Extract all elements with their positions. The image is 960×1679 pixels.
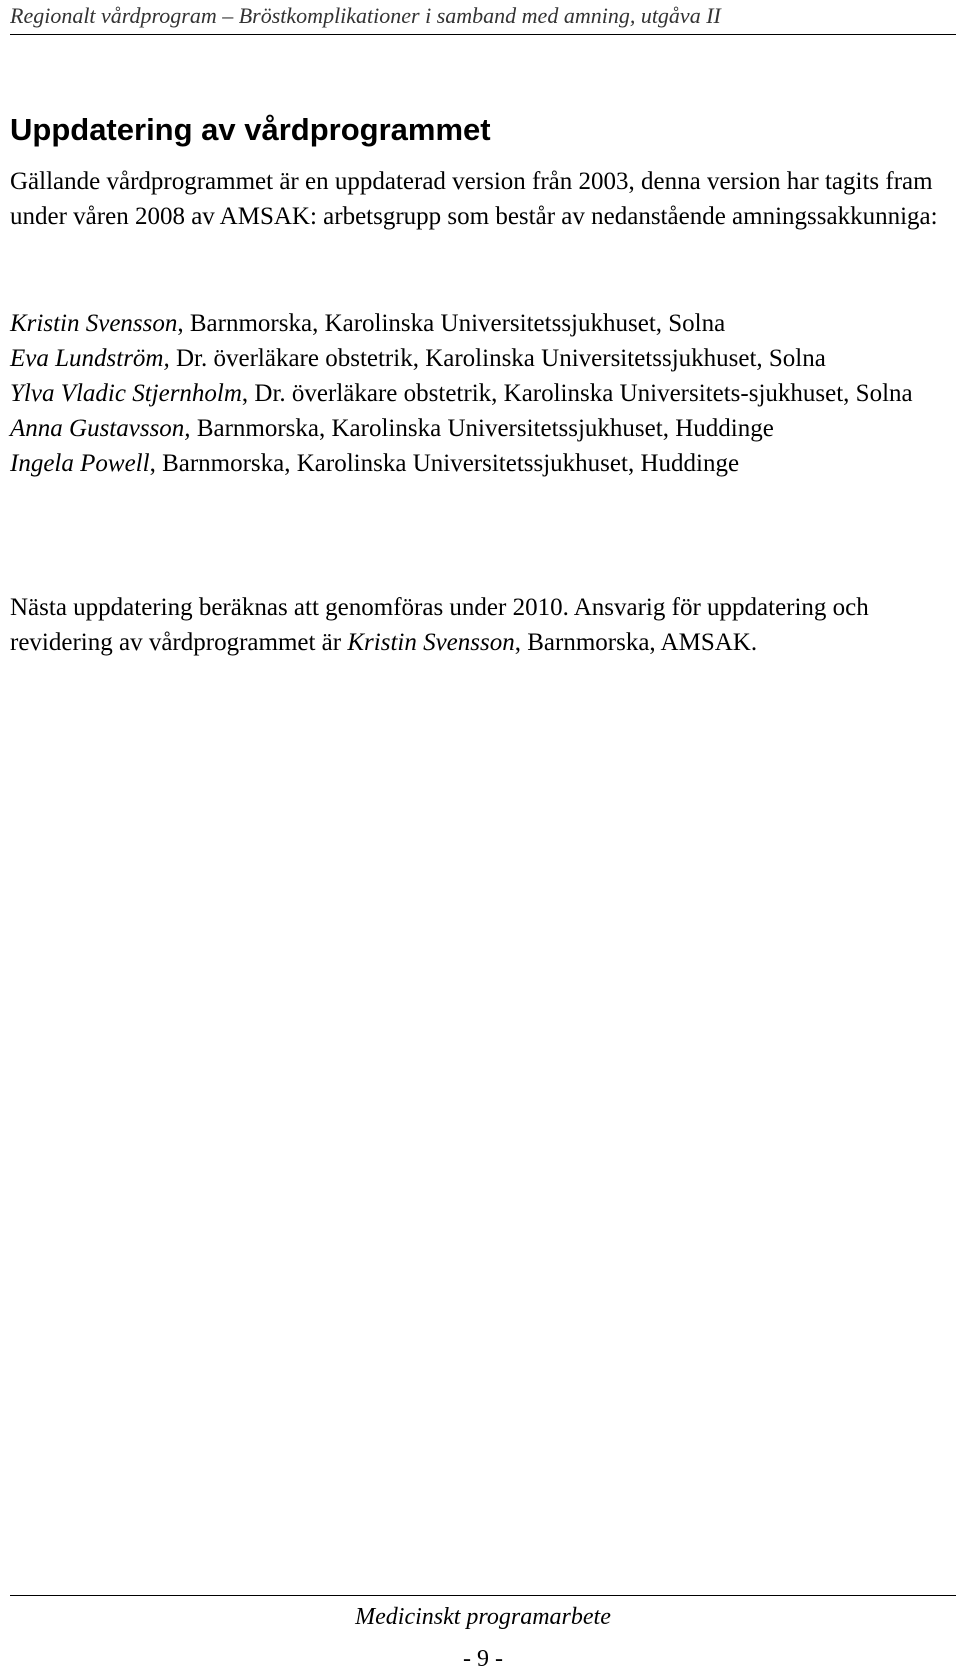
member-role: Barnmorska, Karolinska Universitetssjukhuset, Huddinge: [196, 415, 774, 442]
next-update-paragraph: [10, 590, 956, 660]
list-item: [10, 376, 956, 411]
member-role: Barnmorska, Karolinska Universitetssjukhuset, Solna: [189, 310, 726, 337]
member-separator: ,: [177, 310, 190, 337]
member-role: Dr. överläkare obstetrik, Karolinska Universitetssjukhuset, Solna: [175, 345, 826, 372]
next-update-text: Nästa uppdatering beräknas att genomföras under 2010. Ansvarig för uppdatering och revidering av vårdprogrammet är: [10, 594, 869, 656]
working-group-list: [10, 306, 956, 481]
section-heading: Uppdatering av vårdprogrammet: [10, 112, 491, 147]
responsible-name: Kristin Svensson: [347, 629, 515, 656]
member-role: Dr. överläkare obstetrik, Karolinska Universitets-sjukhuset, Solna: [254, 380, 913, 407]
member-separator: ,: [149, 450, 163, 477]
member-name: Kristin Svensson: [10, 310, 178, 337]
member-separator: ,: [241, 380, 255, 407]
member-name: Ylva Vladic Stjernholm: [10, 380, 242, 407]
member-role: Barnmorska, Karolinska Universitetssjukhuset, Huddinge: [162, 450, 740, 477]
list-item: [10, 446, 956, 481]
running-header: Regionalt vårdprogram – Bröstkomplikationer i samband med amning, utgåva II: [10, 3, 721, 28]
footer-divider: [10, 1595, 956, 1596]
member-name: Ingela Powell: [10, 450, 150, 477]
member-name: Anna Gustavsson,: [10, 415, 191, 442]
intro-paragraph: Gällande vårdprogrammet är en uppdaterad version från 2003, denna version har tagits fram under våren 2008 av AMSAK: arbetsgrupp som består av nedanstående amningssakkunniga:: [10, 168, 938, 230]
list-item: [10, 306, 956, 341]
list-item: [10, 411, 956, 446]
header-divider: [10, 34, 956, 35]
list-item: [10, 341, 956, 376]
member-name: Eva Lundström,: [10, 345, 170, 372]
next-update-tail: , Barnmorska, AMSAK.: [514, 629, 758, 656]
page-number: - 9 -: [463, 1646, 503, 1672]
footer-text: Medicinskt programarbete: [355, 1604, 611, 1630]
